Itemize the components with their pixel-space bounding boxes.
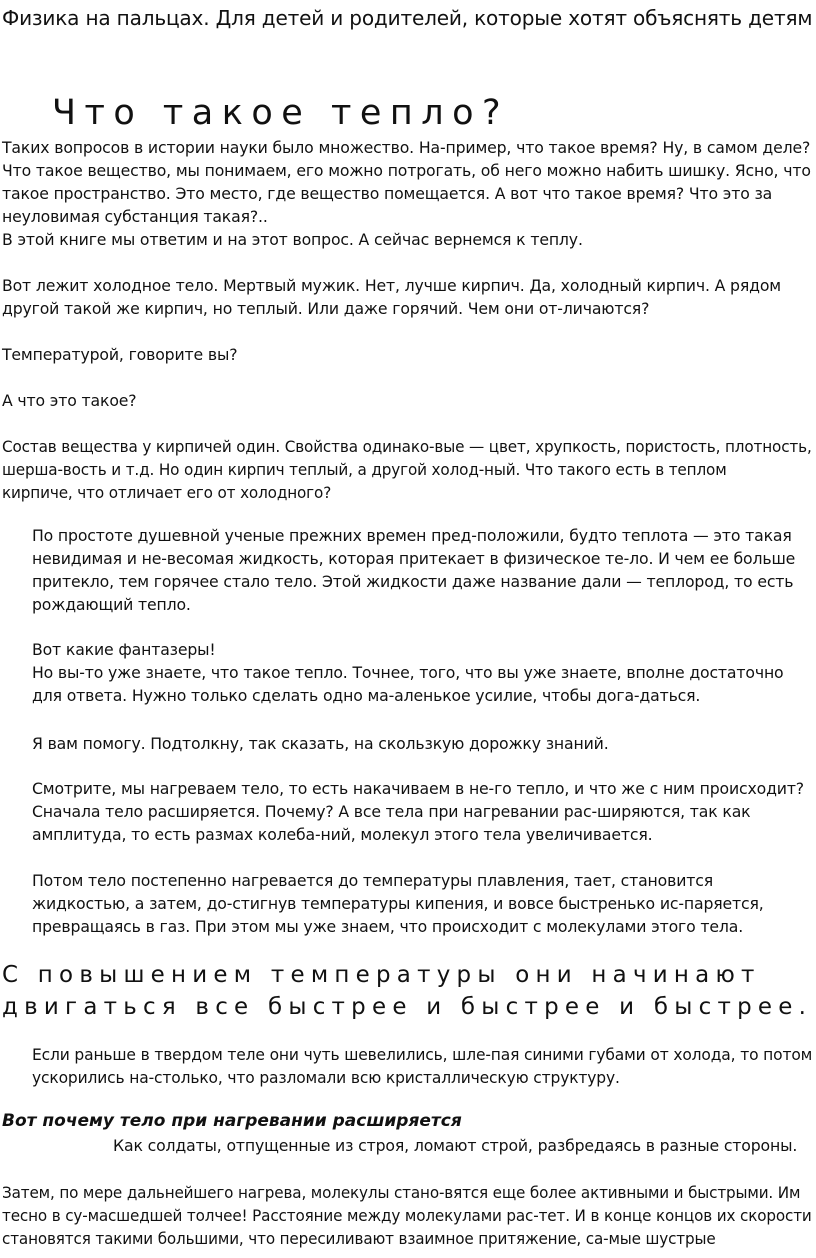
text-line: Таких вопросов в истории науки было множество. На-пример, что такое время? Ну, в самом деле? xyxy=(2,138,811,157)
paragraph-2 xyxy=(2,274,781,320)
paragraph-8 xyxy=(32,732,609,755)
text-line: ускорились на-столько, что разломали всю кристаллическую структуру. xyxy=(32,1068,620,1087)
italic-heading: Вот почему тело при нагревании расширяется xyxy=(2,1111,462,1131)
text-line: Я вам помогу. Подтолкну, так сказать, на скользкую дорожку знаний. xyxy=(32,734,609,753)
text-line: Состав вещества у кирпичей один. Свойства одинако-вые — цвет, хрупкость, пористость, плотность, xyxy=(2,437,812,456)
emphasis-subheading xyxy=(2,958,816,1022)
paragraph-9 xyxy=(32,777,804,846)
text-line: кирпиче, что отличает его от холодного? xyxy=(2,483,332,502)
text-line: Если раньше в твердом теле они чуть шевелились, шле-пая синими губами от холода, то потом xyxy=(32,1045,813,1064)
text-line: рождающий тепло. xyxy=(32,595,191,614)
text-line: По простоте душевной ученые прежних времен пред-положили, будто теплота — это такая xyxy=(32,526,792,545)
text-line: амплитуда, то есть размах колеба-ний, молекул этого тела увеличивается. xyxy=(32,825,653,844)
text-line: В этой книге мы ответим и на этот вопрос. А сейчас вернемся к теплу. xyxy=(2,230,583,249)
text-line: шерша-вость и т.д. Но один кирпич теплый, а другой холод-ный. Что такого есть в теплом xyxy=(2,460,727,479)
text-line: Затем, по мере дальнейшего нагрева, молекулы стано-вятся еще более активными и быстрыми. Им xyxy=(2,1183,801,1202)
paragraph-10 xyxy=(32,869,764,938)
subheading-line: двигаться все быстрее и быстрее и быстрее. xyxy=(2,992,813,1020)
text-line: Температурой, говорите вы? xyxy=(2,345,238,364)
text-line: Но вы-то уже знаете, что такое тепло. Точнее, того, что вы уже знаете, вполне достаточно xyxy=(32,663,784,682)
paragraph-5 xyxy=(2,435,816,504)
page-title: Что такое тепло? xyxy=(52,93,510,134)
text-line: Смотрите, мы нагреваем тело, то есть накачиваем в не-го тепло, и что же с ним происходит? xyxy=(32,779,804,798)
text-line: Вот какие фантазеры! xyxy=(32,640,216,659)
paragraph-3 xyxy=(2,343,237,366)
text-line: жидкостью, а затем, до-стигнув температуры кипения, и вовсе быстренько ис-паряется, xyxy=(32,894,764,913)
subheading-line: С повышением температуры они начинают xyxy=(2,960,761,988)
text-line: Что такое вещество, мы понимаем, его можно потрогать, об него можно набить шишку. Ясно, что xyxy=(2,161,811,180)
soldiers-line xyxy=(113,1134,797,1157)
running-head: Физика на пальцах. Для детей и родителей, которые хотят объяснять детям xyxy=(2,6,813,30)
final-paragraph xyxy=(2,1181,816,1250)
paragraph-6 xyxy=(32,524,795,616)
paragraph-7 xyxy=(32,638,784,707)
text-line: превращаясь в газ. При этом мы уже знаем, что происходит с молекулами этого тела. xyxy=(32,917,744,936)
text-line: А что это такое? xyxy=(2,391,137,410)
paragraph-1 xyxy=(2,136,811,251)
text-line: для ответа. Нужно только сделать одно ма-аленькое усилие, чтобы дога-даться. xyxy=(32,686,701,705)
paragraph-after-subheading xyxy=(32,1043,816,1089)
text-line: Как солдаты, отпущенные из строя, ломают строй, разбредаясь в разные стороны. xyxy=(113,1136,798,1155)
text-line: становятся такими большими, что пересиливают взаимное притяжение, са-мые шустрые xyxy=(2,1229,716,1248)
text-line: такое пространство. Это место, где вещество помещается. А вот что такое время? Что это за xyxy=(2,184,773,203)
text-line: неуловимая субстанция такая?.. xyxy=(2,207,268,226)
paragraph-4 xyxy=(2,389,136,412)
text-line: невидимая и не-весомая жидкость, которая притекает в физическое те-ло. И чем ее больше xyxy=(32,549,796,568)
text-line: Сначала тело расширяется. Почему? А все тела при нагревании рас-ширяются, так как xyxy=(32,802,751,821)
text-line: притекло, тем горячее стало тело. Этой жидкости даже название дали — теплород, то есть xyxy=(32,572,794,591)
text-line: Вот лежит холодное тело. Мертвый мужик. Нет, лучше кирпич. Да, холодный кирпич. А рядом xyxy=(2,276,781,295)
text-line: другой такой же кирпич, но теплый. Или даже горячий. Чем они от-личаются? xyxy=(2,299,650,318)
text-line: тесно в су-масшедшей толчее! Расстояние между молекулами рас-тет. И в конце концов их скорости xyxy=(2,1206,812,1225)
text-line: Потом тело постепенно нагревается до температуры плавления, тает, становится xyxy=(32,871,714,890)
